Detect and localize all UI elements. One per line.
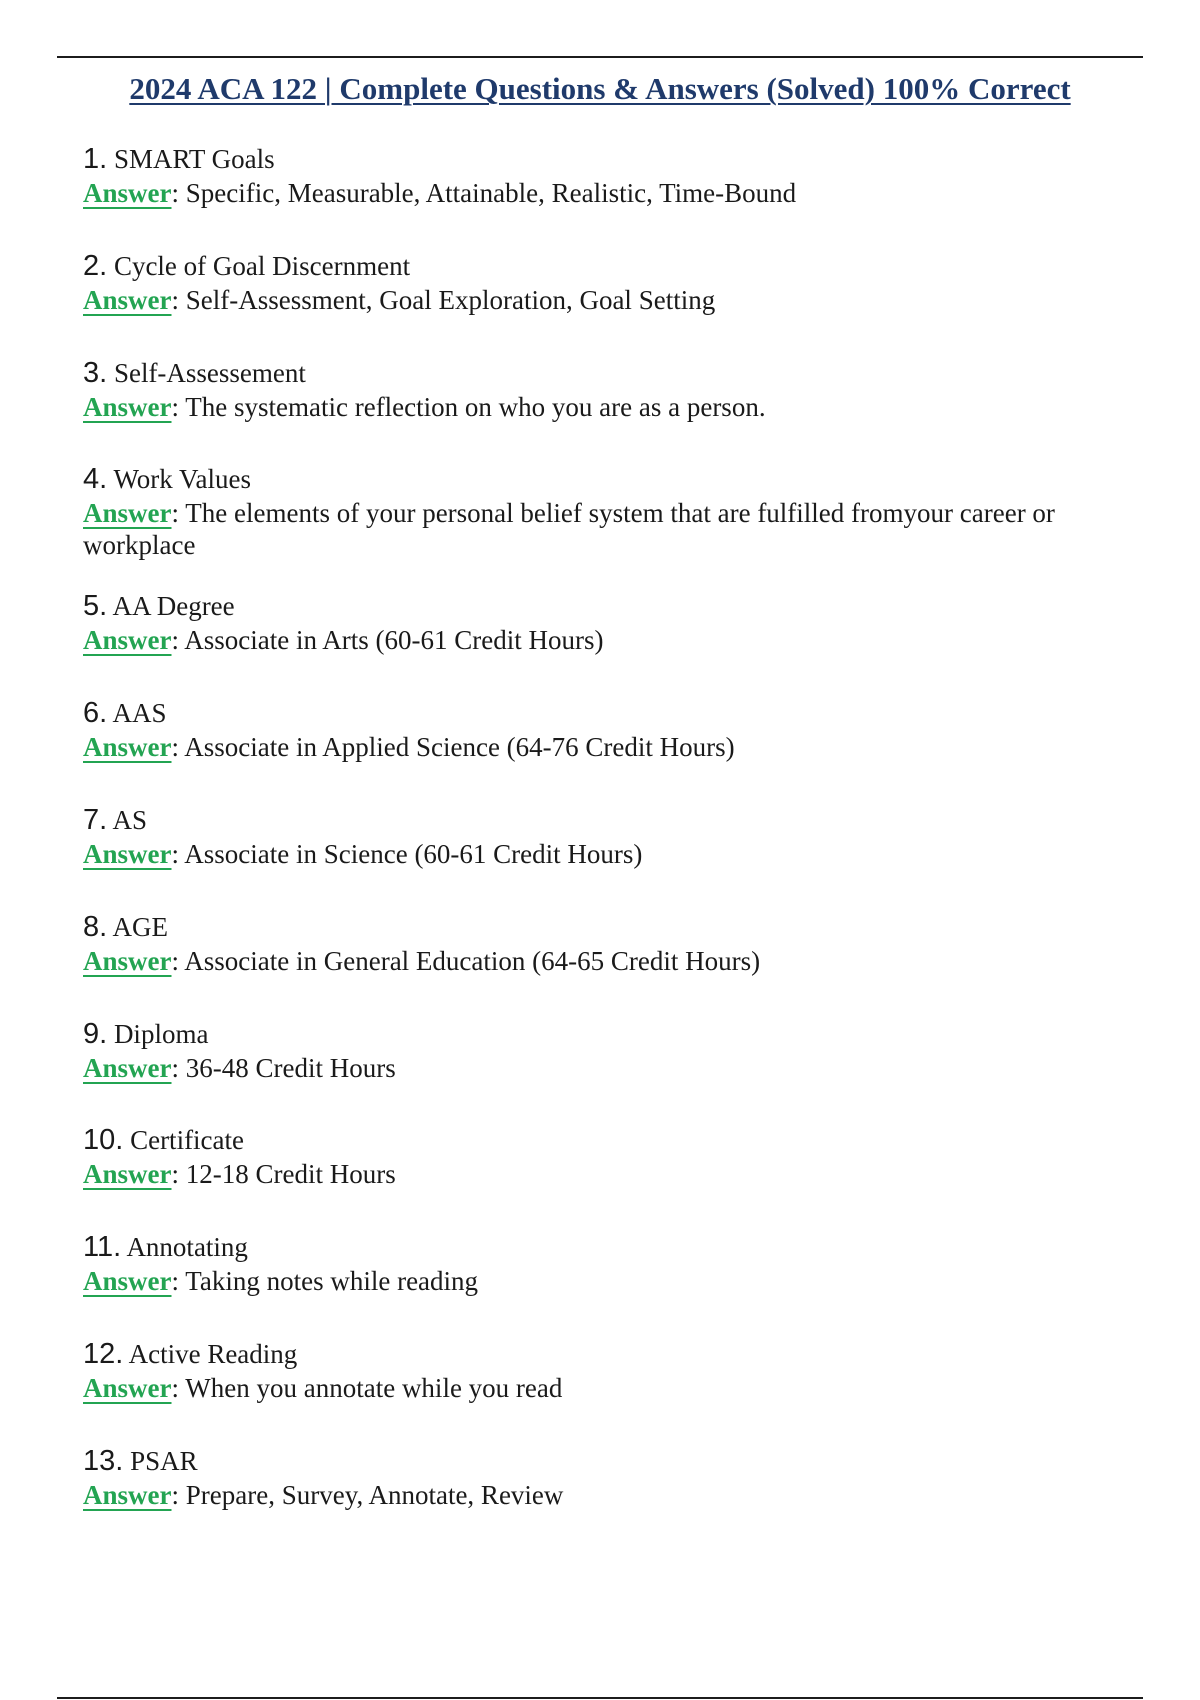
answer-text: 36-48 Credit Hours [185, 1052, 396, 1083]
question [83, 1229, 1113, 1265]
question-number: 13. [83, 1444, 124, 1477]
answer-label: Answer [83, 284, 172, 315]
question [83, 355, 1113, 391]
answer-label: Answer [83, 391, 172, 422]
question-number: 8. [83, 910, 108, 943]
answer-text: Self-Assessment, Goal Exploration, Goal Setting [185, 284, 716, 315]
answer-label: Answer [83, 732, 172, 763]
answer: Answer: Prepare, Survey, Annotate, Review [83, 1479, 564, 1510]
qa-item [83, 1443, 1113, 1550]
answer-label: Answer [83, 498, 172, 529]
answer-text: Associate in Applied Science (64-76 Credit Hours) [184, 732, 735, 763]
answer-label: Answer [83, 1479, 172, 1510]
answer-label: Answer [83, 1159, 172, 1190]
answer-text: Prepare, Survey, Annotate, Review [185, 1479, 564, 1510]
top-rule [57, 56, 1143, 58]
answer: Answer: Specific, Measurable, Attainable, Realistic, Time-Bound [83, 178, 797, 208]
answer-text: Associate in Arts (60-61 Credit Hours) [184, 625, 604, 656]
answer: Answer: Associate in Science (60-61 Credit Hours) [83, 838, 643, 869]
answer: Answer: The elements of your personal belief system that are fulfilled fromyour career or workplace [83, 498, 1055, 561]
question-text: Self-Assessement [113, 357, 306, 388]
question-text: PSAR [130, 1445, 198, 1476]
answer: Answer: Associate in Applied Science (64-76 Credit Hours) [83, 732, 735, 763]
question-text: AAS [112, 698, 167, 729]
question-text: AS [112, 804, 147, 835]
answer-text: Specific, Measurable, Attainable, Realistic, Time-Bound [185, 178, 797, 208]
answer-text: Taking notes while reading [185, 1266, 479, 1297]
question-number: 9. [83, 1017, 108, 1050]
answer-label: Answer [83, 1372, 172, 1403]
answer-text: The elements of your personal belief system that are fulfilled fromyour career or workplace [83, 498, 1055, 561]
question-number: 7. [83, 803, 108, 836]
question-number: 6. [83, 697, 108, 730]
question [83, 1122, 1113, 1158]
answer-text: The systematic reflection on who you are as a person. [185, 391, 766, 422]
answer: Answer: Associate in General Education (64-65 Credit Hours) [83, 945, 761, 976]
answer: Answer: 12-18 Credit Hours [83, 1159, 396, 1190]
question [83, 695, 1113, 731]
question-number: 10. [83, 1124, 124, 1157]
answer-label: Answer [83, 838, 172, 869]
qa-item [83, 1122, 1113, 1229]
question-number: 4. [83, 463, 108, 496]
question-text: Work Values [113, 464, 252, 495]
question-number: 2. [83, 249, 108, 282]
qa-item [83, 461, 1113, 588]
question [83, 1443, 1113, 1479]
question-number: 5. [83, 590, 108, 623]
qa-item [83, 1336, 1113, 1443]
question-number: 3. [83, 356, 108, 389]
question [83, 1016, 1113, 1052]
question-text: Certificate [130, 1125, 245, 1156]
question-text: AA Degree [112, 591, 235, 622]
question-number: 1. [83, 143, 108, 175]
question-number: 12. [83, 1337, 124, 1370]
answer: Answer: Associate in Arts (60-61 Credit Hours) [83, 625, 604, 656]
answer: Answer: Self-Assessment, Goal Exploration, Goal Setting [83, 284, 716, 315]
question-number: 11. [83, 1231, 122, 1264]
answer-label: Answer [83, 625, 172, 656]
qa-item [83, 1016, 1113, 1123]
qa-item [83, 1229, 1113, 1336]
answer-label: Answer [83, 945, 172, 976]
bottom-rule [57, 1697, 1143, 1699]
question [83, 909, 1113, 945]
qa-item [83, 909, 1113, 1016]
qa-item [83, 802, 1113, 909]
answer: Answer: 36-48 Credit Hours [83, 1052, 396, 1083]
question [83, 1336, 1113, 1372]
answer: Answer: When you annotate while you read [83, 1372, 563, 1403]
question-text: Cycle of Goal Discernment [113, 250, 411, 281]
answer: Answer: The systematic reflection on who you are as a person. [83, 391, 766, 422]
question [83, 461, 1113, 497]
qa-list [83, 141, 1113, 1550]
answer: Answer: Taking notes while reading [83, 1266, 479, 1297]
answer-label: Answer [83, 178, 172, 208]
question [83, 802, 1113, 838]
qa-item [83, 695, 1113, 802]
qa-item [83, 355, 1113, 462]
answer-text: When you annotate while you read [185, 1372, 563, 1403]
question-text: Annotating [126, 1232, 248, 1263]
answer-text: Associate in Science (60-61 Credit Hours) [184, 838, 643, 869]
document-title: 2024 ACA 122 | Complete Questions & Answers (Solved) 100% Correct [129, 71, 1071, 106]
question-text: Diploma [113, 1018, 209, 1049]
answer-label: Answer [83, 1052, 172, 1083]
qa-item [83, 248, 1113, 355]
answer-text: Associate in General Education (64-65 Credit Hours) [184, 945, 761, 976]
answer-label: Answer [83, 1266, 172, 1297]
qa-item [83, 588, 1113, 695]
question-text: AGE [112, 911, 168, 942]
question [83, 141, 1113, 177]
question [83, 248, 1113, 284]
answer-text: 12-18 Credit Hours [185, 1159, 396, 1190]
question [83, 588, 1113, 624]
question-text: SMART Goals [113, 144, 275, 174]
question-text: Active Reading [128, 1338, 298, 1369]
qa-item [83, 141, 1113, 248]
